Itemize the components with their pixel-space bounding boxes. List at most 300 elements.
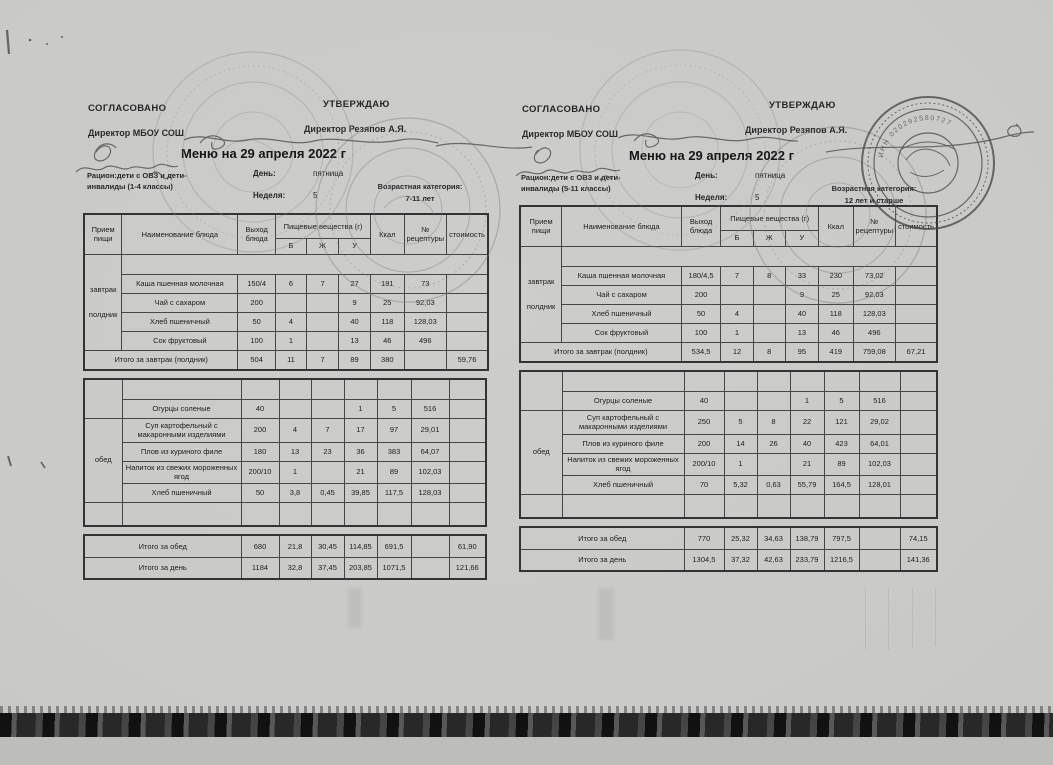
meal-label: полдник: [526, 302, 556, 311]
menu-table-block: [519, 205, 938, 363]
table-cell: Выход блюда: [681, 206, 721, 246]
dish-name: Чай с сахаром: [122, 293, 238, 312]
table-cell: [900, 410, 937, 434]
table-cell: 200/10: [241, 461, 279, 483]
table-cell: 22: [790, 410, 824, 434]
table-cell: [724, 494, 757, 518]
table-cell: [684, 494, 724, 518]
table-cell: [307, 293, 339, 312]
table-cell: 39,85: [344, 483, 377, 502]
table-cell: 102,03: [411, 461, 449, 483]
table-row: [84, 331, 488, 350]
table-row: [520, 434, 937, 453]
table-row: [520, 475, 937, 494]
table-cell: [721, 285, 753, 304]
table-cell: [859, 549, 900, 571]
agreed-label: СОГЛАСОВАНО: [88, 103, 167, 114]
table-cell: 89: [377, 461, 411, 483]
meal-label: завтрак: [89, 284, 117, 294]
table-cell: 7: [311, 418, 344, 442]
meal-label: полдник: [88, 310, 118, 319]
table-cell: 1184: [241, 557, 279, 579]
table-row: [520, 391, 937, 410]
table-row: [84, 557, 486, 579]
table-cell: 36: [344, 442, 377, 461]
table-cell: [562, 494, 684, 518]
table-cell: 423: [824, 434, 859, 453]
menu-table: [519, 205, 938, 579]
table-cell: [84, 502, 122, 526]
table-cell: [757, 391, 790, 410]
age-category-label: Возрастная категория:: [831, 184, 917, 193]
table-cell: [84, 379, 122, 418]
table-cell: 37,45: [311, 557, 344, 579]
table-cell: 5: [824, 391, 859, 410]
table-cell: 233,79: [790, 549, 824, 571]
approved-signatory: Директор Резяпов А.Я.: [304, 124, 407, 134]
table-cell: [449, 418, 486, 442]
table-row: [84, 379, 486, 399]
table-cell: 138,79: [790, 527, 824, 549]
agreed-signatory: Директор МБОУ СОШ: [522, 129, 618, 139]
table-cell: [757, 371, 790, 391]
table-cell: № рецептуры: [404, 214, 447, 254]
table-cell: 70: [684, 475, 724, 494]
table-cell: 1: [790, 391, 824, 410]
table-cell: 128,01: [859, 475, 900, 494]
table-cell: [562, 246, 937, 266]
table-cell: 46: [371, 331, 404, 350]
table-cell: 118: [371, 312, 404, 331]
table-cell: 40: [684, 391, 724, 410]
agreed-label: СОГЛАСОВАНО: [522, 104, 601, 115]
dish-name: Напиток из свежих мороженных ягод: [122, 461, 241, 483]
table-cell: [447, 331, 488, 350]
table-cell: [757, 453, 790, 475]
table-cell: [900, 475, 937, 494]
table-cell: 13: [279, 442, 311, 461]
dish-name: Хлеб пшеничный: [122, 483, 241, 502]
total-cost: 61,90: [449, 535, 486, 557]
table-row: [84, 483, 486, 502]
table-cell: 89: [339, 350, 371, 370]
table-cell: 180: [241, 442, 279, 461]
table-cell: 200: [241, 418, 279, 442]
total-label: Итого за обед: [520, 527, 684, 549]
approved-label: УТВЕРЖДАЮ: [769, 100, 836, 111]
table-cell: [449, 379, 486, 399]
table-row: [520, 285, 937, 304]
table-cell: [279, 502, 311, 526]
table-cell: 40: [339, 312, 371, 331]
table-row: [520, 527, 937, 549]
table-cell: 50: [241, 483, 279, 502]
table-cell: 128,03: [404, 312, 447, 331]
ration-line-1: Рацион:дети с ОВЗ и дети-: [87, 171, 187, 180]
dish-name: Плов из куриного филе: [562, 434, 684, 453]
table-cell: 64,01: [859, 434, 900, 453]
table-cell: У: [339, 238, 371, 254]
table-row: [84, 254, 488, 274]
table-cell: 73: [404, 274, 447, 293]
table-cell: [449, 399, 486, 418]
table-cell: 5,32: [724, 475, 757, 494]
table-cell: 797,5: [824, 527, 859, 549]
table-cell: 164,5: [824, 475, 859, 494]
table-row: [84, 312, 488, 331]
table-row: [84, 350, 488, 370]
menu-title: Меню на 29 апреля 2022 г: [181, 146, 347, 161]
table-cell: 759,08: [853, 342, 896, 362]
table-row: [520, 266, 937, 285]
menu-table: [83, 213, 489, 587]
table-cell: [900, 453, 937, 475]
table-cell: [279, 379, 311, 399]
table-cell: 380: [371, 350, 404, 370]
age-category-value: 12 лет и старше: [844, 196, 904, 205]
dish-name: Напиток из свежих мороженных ягод: [562, 453, 684, 475]
total-label: Итого за день: [520, 549, 684, 571]
table-cell: [896, 323, 937, 342]
table-cell: 1: [724, 453, 757, 475]
table-cell: [447, 293, 488, 312]
meal-label: завтрак: [527, 276, 555, 286]
week-value: 5: [755, 193, 760, 202]
dish-name: Сок фруктовый: [562, 323, 682, 342]
ration-line-2: инвалиды (5-11 классы): [521, 184, 611, 193]
menu-table-block: [83, 213, 489, 371]
table-cell: [684, 371, 724, 391]
table-cell: 1: [279, 461, 311, 483]
table-cell: 92,03: [404, 293, 447, 312]
table-cell: 1071,5: [377, 557, 411, 579]
table-cell: 419: [819, 342, 853, 362]
table-cell: [122, 379, 241, 399]
approved-signatory: Директор Резяпов А.Я.: [745, 125, 848, 135]
table-cell: 17: [344, 418, 377, 442]
table-cell: [311, 399, 344, 418]
table-cell: [311, 379, 344, 399]
table-cell: [753, 304, 785, 323]
table-cell: 12: [721, 342, 753, 362]
bleed-through-line: [935, 588, 936, 646]
table-cell: 34,63: [757, 527, 790, 549]
total-cost: 59,76: [447, 350, 488, 370]
table-cell: 9: [339, 293, 371, 312]
table-cell: 203,85: [344, 557, 377, 579]
table-cell: стоимость: [447, 214, 488, 254]
table-cell: 0,45: [311, 483, 344, 502]
table-cell: 100: [238, 331, 276, 350]
total-label: Итого за обед: [84, 535, 241, 557]
table-cell: [241, 379, 279, 399]
table-cell: 496: [853, 323, 896, 342]
table-row: [520, 371, 937, 391]
dish-name: Хлеб пшеничный: [562, 475, 684, 494]
table-cell: 29,02: [859, 410, 900, 434]
table-cell: [411, 535, 449, 557]
table-cell: [447, 274, 488, 293]
table-cell: 9: [785, 285, 818, 304]
dish-name: Сок фруктовый: [122, 331, 238, 350]
total-cost: 121,66: [449, 557, 486, 579]
table-cell: 250: [684, 410, 724, 434]
table-cell: 5: [724, 410, 757, 434]
table-row: [520, 342, 937, 362]
table-cell: [411, 502, 449, 526]
table-cell: [900, 434, 937, 453]
table-cell: [449, 461, 486, 483]
table-cell: 27: [339, 274, 371, 293]
table-cell: 13: [339, 331, 371, 350]
week-value: 5: [313, 191, 318, 200]
dish-name: Суп картофельный с макаронными изделиями: [122, 418, 241, 442]
table-cell: [562, 371, 684, 391]
table-cell: 37,32: [724, 549, 757, 571]
table-cell: 30,45: [311, 535, 344, 557]
table-cell: 496: [404, 331, 447, 350]
table-cell: [896, 285, 937, 304]
table-cell: 1: [721, 323, 753, 342]
table-row: [84, 274, 488, 293]
table-cell: [307, 331, 339, 350]
table-cell: [275, 293, 306, 312]
table-cell: [790, 371, 824, 391]
table-cell: 516: [411, 399, 449, 418]
table-cell: [753, 285, 785, 304]
table-cell: 40: [241, 399, 279, 418]
total-label: Итого за день: [84, 557, 241, 579]
total-label: Итого за завтрак (полдник): [84, 350, 238, 370]
table-cell: № рецептуры: [853, 206, 896, 246]
agreed-signatory: Директор МБОУ СОШ: [88, 128, 184, 138]
bleed-through-artifact: [598, 588, 614, 640]
table-cell: [279, 399, 311, 418]
dish-name: Каша пшенная молочная: [122, 274, 238, 293]
table-cell: 7: [307, 350, 339, 370]
table-cell: 534,5: [681, 342, 721, 362]
table-row: [520, 453, 937, 475]
bleed-through-artifact: [348, 588, 362, 628]
table-cell: 21: [344, 461, 377, 483]
table-cell: 100: [681, 323, 721, 342]
table-cell: 4: [275, 312, 306, 331]
menu-table-block: [83, 534, 487, 580]
table-cell: [724, 371, 757, 391]
dish-name: Огурцы соленые: [122, 399, 241, 418]
table-cell: 50: [681, 304, 721, 323]
table-cell: [859, 527, 900, 549]
table-cell: Ж: [307, 238, 339, 254]
total-label: Итого за завтрак (полдник): [520, 342, 681, 362]
total-cost: 141,36: [900, 549, 937, 571]
table-row: [84, 461, 486, 483]
age-category-label: Возрастная категория:: [377, 182, 463, 191]
table-cell: 97: [377, 418, 411, 442]
table-cell: [520, 494, 562, 518]
bleed-through-line: [865, 588, 866, 650]
table-cell: 21,8: [279, 535, 311, 557]
table-cell: [411, 379, 449, 399]
bleed-through-line: [888, 588, 889, 650]
table-cell: [520, 371, 562, 410]
menu-table-block: [519, 526, 938, 572]
table-row: [84, 214, 488, 238]
table-cell: 504: [238, 350, 276, 370]
table-cell: [344, 502, 377, 526]
table-row: [84, 418, 486, 442]
table-cell: [377, 502, 411, 526]
table-cell: 1: [344, 399, 377, 418]
table-cell: У: [785, 230, 818, 246]
table-cell: 95: [785, 342, 818, 362]
table-cell: Прием пищи: [84, 214, 122, 254]
table-cell: 114,85: [344, 535, 377, 557]
total-cost: 74,15: [900, 527, 937, 549]
table-cell: 3,8: [279, 483, 311, 502]
table-cell: 230: [819, 266, 853, 285]
table-cell: [377, 379, 411, 399]
table-cell: 42,63: [757, 549, 790, 571]
dish-name: Суп картофельный с макаронными изделиями: [562, 410, 684, 434]
table-cell: 23: [311, 442, 344, 461]
table-cell: [122, 502, 241, 526]
dish-name: Каша пшенная молочная: [562, 266, 682, 285]
table-cell: [724, 391, 757, 410]
table-row: [520, 246, 937, 266]
day-label: День:: [695, 171, 718, 180]
table-row: [520, 494, 937, 518]
table-cell: [896, 266, 937, 285]
table-cell: [311, 502, 344, 526]
table-cell: 0,63: [757, 475, 790, 494]
table-cell: Наименование блюда: [122, 214, 238, 254]
table-cell: Б: [721, 230, 753, 246]
table-row: [520, 323, 937, 342]
table-cell: 8: [753, 266, 785, 285]
table-cell: 89: [824, 453, 859, 475]
table-cell: 4: [279, 418, 311, 442]
table-cell: 32,8: [279, 557, 311, 579]
table-cell: 7: [721, 266, 753, 285]
table-cell: [859, 494, 900, 518]
approved-label: УТВЕРЖДАЮ: [323, 99, 390, 110]
table-cell: [790, 494, 824, 518]
table-row: [84, 399, 486, 418]
table-cell: 680: [241, 535, 279, 557]
table-cell: [896, 304, 937, 323]
table-cell: Пищевые вещества (г): [721, 206, 819, 230]
table-cell: 5: [377, 399, 411, 418]
bleed-through-line: [912, 588, 913, 648]
table-cell: 25: [819, 285, 853, 304]
table-cell: Наименование блюда: [562, 206, 682, 246]
table-cell: [824, 494, 859, 518]
table-cell: 25: [371, 293, 404, 312]
table-cell: [900, 391, 937, 410]
table-cell: 29,01: [411, 418, 449, 442]
week-label: Неделя:: [253, 191, 286, 200]
table-cell: [900, 494, 937, 518]
dish-name: Хлеб пшеничный: [562, 304, 682, 323]
table-cell: 1304,5: [684, 549, 724, 571]
scan-speck: [7, 30, 63, 468]
table-cell: стоимость: [896, 206, 937, 246]
table-cell: 200/10: [684, 453, 724, 475]
table-cell: [900, 371, 937, 391]
table-cell: 7: [307, 274, 339, 293]
table-cell: 128,03: [411, 483, 449, 502]
table-cell: [447, 312, 488, 331]
total-cost: 67,21: [896, 342, 937, 362]
table-row: [84, 502, 486, 526]
dish-name: Плов из куриного филе: [122, 442, 241, 461]
table-cell: 128,03: [853, 304, 896, 323]
table-cell: [311, 461, 344, 483]
table-cell: 46: [819, 323, 853, 342]
menu-table-block: [519, 370, 938, 519]
table-cell: [753, 323, 785, 342]
table-cell: 64,07: [411, 442, 449, 461]
table-cell: 102,03: [859, 453, 900, 475]
table-cell: [122, 254, 488, 274]
table-cell: [344, 379, 377, 399]
table-cell: Ж: [753, 230, 785, 246]
age-category-value: 7-11 лет: [405, 194, 435, 203]
table-row: [520, 410, 937, 434]
table-cell: 691,5: [377, 535, 411, 557]
day-label: День:: [253, 169, 276, 178]
day-value: пятница: [755, 171, 786, 180]
table-cell: [307, 312, 339, 331]
table-cell: [449, 442, 486, 461]
table-cell: 1: [275, 331, 306, 350]
table-cell: 383: [377, 442, 411, 461]
menu-title: Меню на 29 апреля 2022 г: [629, 148, 795, 163]
table-cell: 150/4: [238, 274, 276, 293]
meal-cell: [520, 246, 562, 342]
table-cell: 117,5: [377, 483, 411, 502]
table-cell: 21: [790, 453, 824, 475]
table-cell: Ккал: [371, 214, 404, 254]
day-value: пятница: [313, 169, 344, 178]
table-cell: 8: [757, 410, 790, 434]
table-cell: 8: [753, 342, 785, 362]
table-cell: 11: [275, 350, 306, 370]
table-cell: 516: [859, 391, 900, 410]
ration-line-1: Рацион:дети с ОВЗ и дети-: [521, 173, 621, 182]
table-cell: 40: [785, 304, 818, 323]
table-cell: [449, 502, 486, 526]
table-cell: 14: [724, 434, 757, 453]
week-label: Неделя:: [695, 193, 728, 202]
table-cell: [404, 350, 447, 370]
table-cell: 1216,5: [824, 549, 859, 571]
table-cell: Выход блюда: [238, 214, 276, 254]
table-cell: 4: [721, 304, 753, 323]
table-cell: 26: [757, 434, 790, 453]
table-cell: 25,32: [724, 527, 757, 549]
table-cell: 121: [824, 410, 859, 434]
table-cell: 33: [785, 266, 818, 285]
menu-page-right: [517, 92, 938, 597]
table-cell: 13: [785, 323, 818, 342]
stamp-inn-text: ИНН 020292580727: [877, 114, 954, 159]
table-cell: Ккал: [819, 206, 853, 246]
table-cell: Прием пищи: [520, 206, 562, 246]
scan-edge-band: [0, 713, 1053, 737]
meal-cell: обед: [520, 410, 562, 494]
